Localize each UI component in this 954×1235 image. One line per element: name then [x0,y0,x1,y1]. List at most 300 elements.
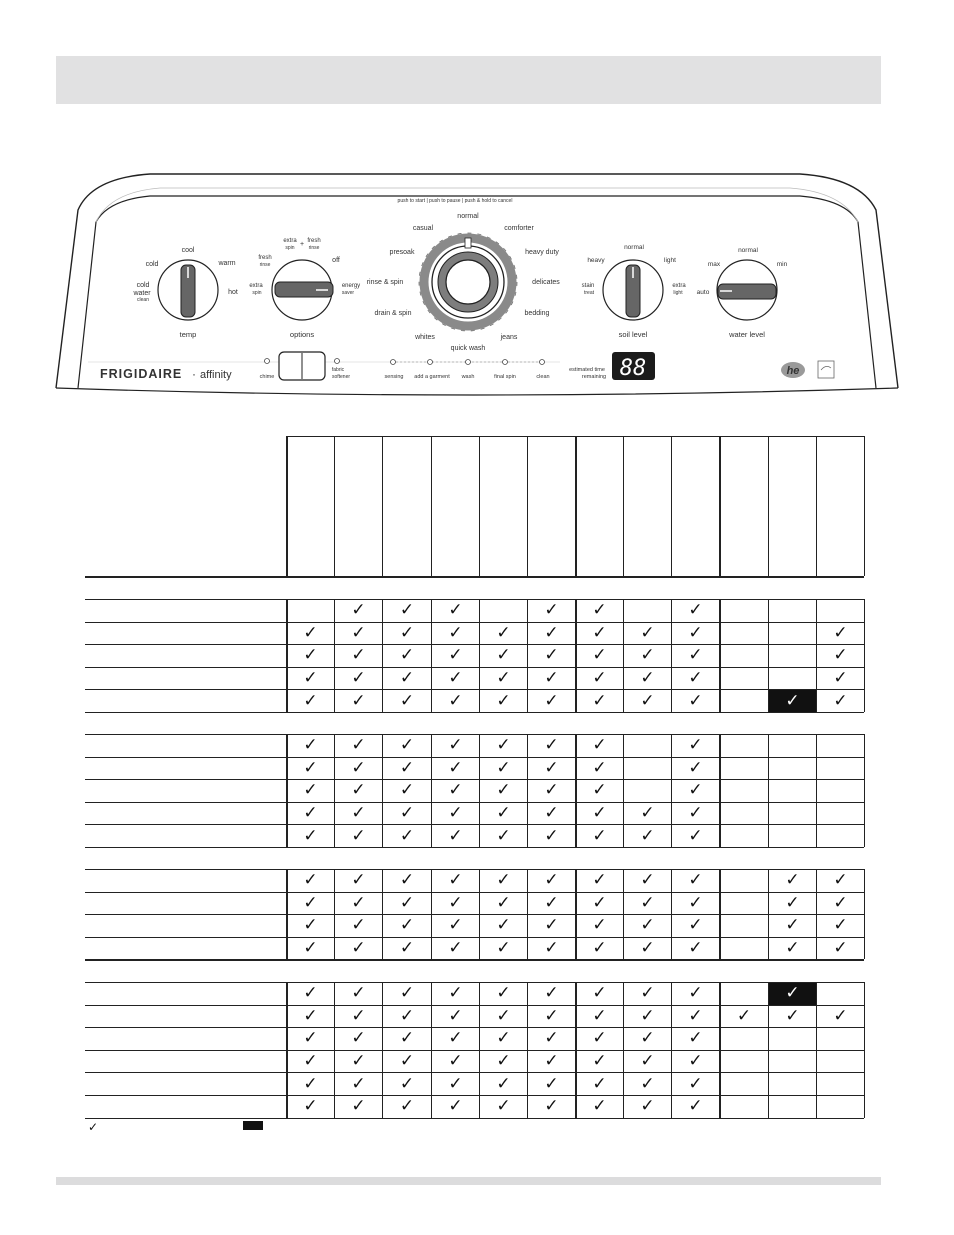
table-column-divider [334,869,335,892]
model-name: affinity [200,369,232,381]
table-row [85,1095,864,1117]
table-column-divider [382,1072,383,1095]
table-cell [528,735,575,757]
check-icon: ✓ [688,1005,703,1026]
table-cell [432,780,479,802]
table-cell [528,938,575,960]
table-cell [769,1051,816,1073]
check-icon: ✓ [640,870,655,891]
table-cell [335,1096,382,1118]
check-icon: ✓ [833,622,848,643]
table-cell [383,645,431,667]
table-column-divider [286,667,288,690]
table-cell [432,690,479,712]
table-cell [335,893,382,915]
table-column-divider [286,869,288,892]
check-icon: ✓ [833,915,848,936]
table-cell [528,780,575,802]
table-column-divider [334,1072,335,1095]
table-cell [624,780,671,802]
options-label-saver: saver [341,290,355,296]
check-icon: ✓ [496,825,511,846]
table-column-divider [719,1095,721,1118]
check-icon: ✓ [640,1073,655,1094]
table-column-divider [816,1072,817,1095]
table-column-divider [286,1005,288,1028]
table-cell [672,1051,719,1073]
table-cell [528,600,575,622]
soil-stain: stain [581,283,595,289]
check-icon: ✓ [399,938,415,959]
cycle-jeans: jeans [500,334,518,341]
table-column-divider [382,734,383,757]
table-cell [817,1051,864,1073]
table-row [85,779,864,801]
water-min: min [776,261,788,268]
table-cell [672,1073,719,1095]
check-icon: ✓ [448,803,463,824]
table-column-divider [719,622,721,645]
table-column-divider [768,1027,769,1050]
table-cell [576,690,623,712]
check-icon: ✓ [592,870,607,891]
table-cell [720,668,768,690]
table-column-divider [575,914,577,937]
check-icon: ✓ [351,757,366,778]
table-cell [335,1073,382,1095]
check-icon: ✓ [399,1005,415,1026]
table-column-divider [334,599,335,622]
table-cell [335,1006,382,1028]
table-cell [287,1006,334,1028]
table-cell [335,600,382,622]
table-column-divider [431,757,432,780]
table-cell [287,735,334,757]
table-column-divider [286,802,288,825]
table-column-divider [575,734,577,757]
table-column-divider [286,644,288,667]
table-cell [624,600,671,622]
table-column-divider [382,824,383,847]
footer-bar [56,1177,881,1185]
table-cell [383,600,431,622]
check-icon: ✓ [496,870,511,891]
table-column-divider [431,667,432,690]
table-cell [769,1006,816,1028]
check-icon: ✓ [688,1073,703,1094]
check-icon: ✓ [448,735,463,756]
table-column-divider [623,1095,624,1118]
cycle-comforter: comforter [504,225,534,232]
table-column-divider [623,914,624,937]
check-icon: ✓ [448,1073,463,1094]
table-column-divider [864,1027,865,1050]
table-column-divider [816,779,817,802]
table-column-divider [816,622,817,645]
table-cell [720,735,768,757]
table-cell [672,1006,719,1028]
table-cell [335,623,382,645]
table-cell [335,870,382,892]
time-display-digits: 88 [619,356,647,381]
table-column-divider [864,622,865,645]
check-icon: ✓ [448,915,463,936]
table-cell [624,983,671,1005]
table-cell [528,1073,575,1095]
check-icon: ✓ [399,780,415,801]
check-icon: ✓ [833,1005,848,1026]
table-cell [432,1096,479,1118]
table-cell [624,1073,671,1095]
table-column-divider [575,644,577,667]
table-cell [672,758,719,780]
table-column-divider [431,1005,432,1028]
table-cell [432,645,479,667]
check-icon: ✓ [544,757,559,778]
table-cell [769,668,816,690]
table-column-divider [286,734,288,757]
table-column-divider [527,937,528,960]
table-cell [817,780,864,802]
table-column-divider [671,869,672,892]
table-cell [769,690,816,712]
table-cell [287,893,334,915]
header-column-divider [527,436,528,576]
table-cell [480,915,527,937]
table-cell [720,1028,768,1050]
check-icon: ✓ [592,780,607,801]
table-column-divider [671,1050,672,1073]
table-column-divider [671,1095,672,1118]
table-cell [817,983,864,1005]
table-cell [672,915,719,937]
table-column-divider [575,892,577,915]
table-column-divider [671,1027,672,1050]
table-column-divider [527,689,528,712]
check-icon: ✓ [496,735,511,756]
table-cell [432,938,479,960]
table-cell [383,668,431,690]
check-icon: ✓ [351,1073,366,1094]
check-icon: ✓ [544,622,559,643]
table-cell [480,600,527,622]
check-icon: ✓ [351,780,366,801]
table-column-divider [671,599,672,622]
check-icon: ✓ [448,1005,463,1026]
check-icon: ✓ [592,690,607,711]
table-cell [672,1096,719,1118]
table-cell [624,938,671,960]
table-cell [769,938,816,960]
check-icon: ✓ [448,1051,463,1072]
check-icon: ✓ [351,938,366,959]
table-column-divider [864,689,865,712]
table-cell [624,1028,671,1050]
table-column-divider [286,914,288,937]
options-label-spin: spin [285,245,295,251]
table-cell [720,825,768,847]
check-icon: ✓ [351,892,366,913]
table-column-divider [816,1050,817,1073]
table-column-divider [768,689,769,712]
status-final-spin: final spin [494,374,516,380]
check-icon: ✓ [833,690,848,711]
table-column-divider [768,802,769,825]
table-cell [817,803,864,825]
header-column-divider [431,436,432,576]
table-column-divider [719,1027,721,1050]
status-sensing: sensing [384,374,404,380]
table-column-divider [816,667,817,690]
check-icon: ✓ [544,870,559,891]
check-icon: ✓ [351,1005,366,1026]
status-clean: clean [536,374,550,380]
check-icon: ✓ [688,870,703,891]
table-column-divider [527,982,528,1005]
table-column-divider [768,914,769,937]
check-icon: ✓ [303,668,318,689]
options-caption: options [289,330,315,339]
soil-treat: treat [583,290,595,296]
table-column-divider [816,824,817,847]
check-icon: ✓ [448,645,463,666]
check-icon: ✓ [833,668,848,689]
table-cell [480,1096,527,1118]
table-row [85,802,864,824]
time-label-1: estimated time [569,367,605,373]
table-cell [432,870,479,892]
table-cell [576,1051,623,1073]
table-column-divider [719,892,721,915]
table-column-divider [431,914,432,937]
table-column-divider [623,1027,624,1050]
table-column-divider [671,937,672,960]
check-icon: ✓ [544,735,559,756]
table-column-divider [816,982,817,1005]
table-cell [480,1073,527,1095]
check-icon: ✓ [496,645,511,666]
check-icon: ✓ [303,622,318,643]
table-column-divider [816,734,817,757]
check-icon: ✓ [496,668,511,689]
options-label-extra: extra [283,238,297,244]
table-cell [287,870,334,892]
table-cell [720,1006,768,1028]
table-cell [528,893,575,915]
table-column-divider [479,599,480,622]
table-cell [480,690,527,712]
cycle-whites: whites [415,334,435,341]
table-cell [769,600,816,622]
table-column-divider [671,824,672,847]
table-cell [287,915,334,937]
table-column-divider [623,802,624,825]
table-column-divider [575,667,577,690]
table-cell [383,1096,431,1118]
table-column-divider [575,599,577,622]
check-icon: ✓ [688,1051,703,1072]
table-cell [817,623,864,645]
soil-light2: light [673,290,683,296]
table-cell [528,1051,575,1073]
table-column-divider [719,802,721,825]
table-cell [576,870,623,892]
check-icon: ✓ [544,690,559,711]
table-cell [287,1028,334,1050]
table-column-divider [671,622,672,645]
table-cell [817,870,864,892]
table-column-divider [527,914,528,937]
status-wash: wash [461,374,475,380]
check-icon: ✓ [640,1005,655,1026]
options-label-rinse2: rinse [259,262,271,268]
table-column-divider [768,1005,769,1028]
table-column-divider [575,1050,577,1073]
table-row [85,734,864,756]
check-icon: ✓ [351,983,366,1004]
table-column-divider [382,644,383,667]
check-icon: ✓ [544,668,559,689]
check-icon: ✓ [399,983,415,1004]
table-cell [383,1051,431,1073]
check-icon: ✓ [592,735,607,756]
table-column-divider [479,1005,480,1028]
check-icon: ✓ [303,1051,318,1072]
table-column-divider [334,644,335,667]
check-icon: ✓ [544,600,559,621]
table-cell [576,668,623,690]
table-column-divider [527,734,528,757]
check-icon: ✓ [544,892,559,913]
table-cell [480,735,527,757]
check-icon: ✓ [399,1028,415,1049]
table-cell [720,600,768,622]
table-cell [480,623,527,645]
table-column-divider [575,1072,577,1095]
table-column-divider [719,914,721,937]
table-cell [576,1073,623,1095]
check-icon: ✓ [399,690,415,711]
table-column-divider [479,689,480,712]
table-cell [528,1006,575,1028]
table-column-divider [623,689,624,712]
table-column-divider [286,622,288,645]
table-column-divider [575,982,577,1005]
table-cell [432,623,479,645]
table-cell [720,1051,768,1073]
table-column-divider [816,937,817,960]
table-column-divider [864,667,865,690]
table-cell [624,1006,671,1028]
table-column-divider [623,757,624,780]
table-column-divider [286,757,288,780]
table-column-divider [382,779,383,802]
header-column-divider [671,436,672,576]
table-cell [576,983,623,1005]
table-cell [287,645,334,667]
table-cell [480,938,527,960]
table-column-divider [864,914,865,937]
table-column-divider [479,1027,480,1050]
table-column-divider [527,779,528,802]
table-cell [383,780,431,802]
soil-heavy: heavy [587,257,605,264]
table-cell [769,1073,816,1095]
table-column-divider [334,779,335,802]
table-cell [624,758,671,780]
table-column-divider [334,1050,335,1073]
table-column-divider [479,914,480,937]
table-cell [672,780,719,802]
table-cell [528,915,575,937]
options-label-spin2: spin [252,290,262,296]
table-column-divider [671,689,672,712]
table-cell [432,1006,479,1028]
table-row [85,1072,864,1094]
table-column-divider [431,779,432,802]
table-cell [383,758,431,780]
table-cell [576,893,623,915]
check-icon: ✓ [399,668,415,689]
table-column-divider [816,1095,817,1118]
options-label-rinse: rinse [308,245,320,251]
check-icon: ✓ [592,983,607,1004]
table-column-divider [719,779,721,802]
table-column-divider [768,937,769,960]
check-icon: ✓ [303,1028,318,1049]
table-cell [432,600,479,622]
check-icon: ✓ [688,600,703,621]
table-cell [769,803,816,825]
table-column-divider [719,982,721,1005]
check-icon: ✓ [448,938,463,959]
header-column-divider [479,436,480,576]
table-cell [769,825,816,847]
table-column-divider [382,689,383,712]
check-icon: ✓ [496,1051,511,1072]
temp-label-cool: cool [181,247,195,254]
table-cell [432,735,479,757]
check-icon: ✓ [592,1073,607,1094]
check-icon: ✓ [592,600,607,621]
legend-check-icon: ✓ [88,1120,99,1134]
check-icon: ✓ [592,803,607,824]
table-column-divider [527,1005,528,1028]
check-icon: ✓ [640,915,655,936]
table-column-divider [671,779,672,802]
chime-label: chime [259,374,275,380]
table-cell [432,803,479,825]
check-icon: ✓ [544,1005,559,1026]
table-column-divider [816,914,817,937]
table-column-divider [286,1050,288,1073]
table-cell [769,915,816,937]
table-cell [624,803,671,825]
table-cell [817,1096,864,1118]
table-cell [432,1028,479,1050]
table-cell [769,758,816,780]
table-cell [672,668,719,690]
table-column-divider [479,779,480,802]
table-cell [672,600,719,622]
check-icon: ✓ [544,645,559,666]
check-icon: ✓ [785,892,800,913]
table-cell [335,1051,382,1073]
table-column-divider [816,644,817,667]
check-icon: ✓ [640,1096,655,1117]
check-icon: ✓ [496,1073,511,1094]
temp-label-warm: warm [218,260,236,267]
